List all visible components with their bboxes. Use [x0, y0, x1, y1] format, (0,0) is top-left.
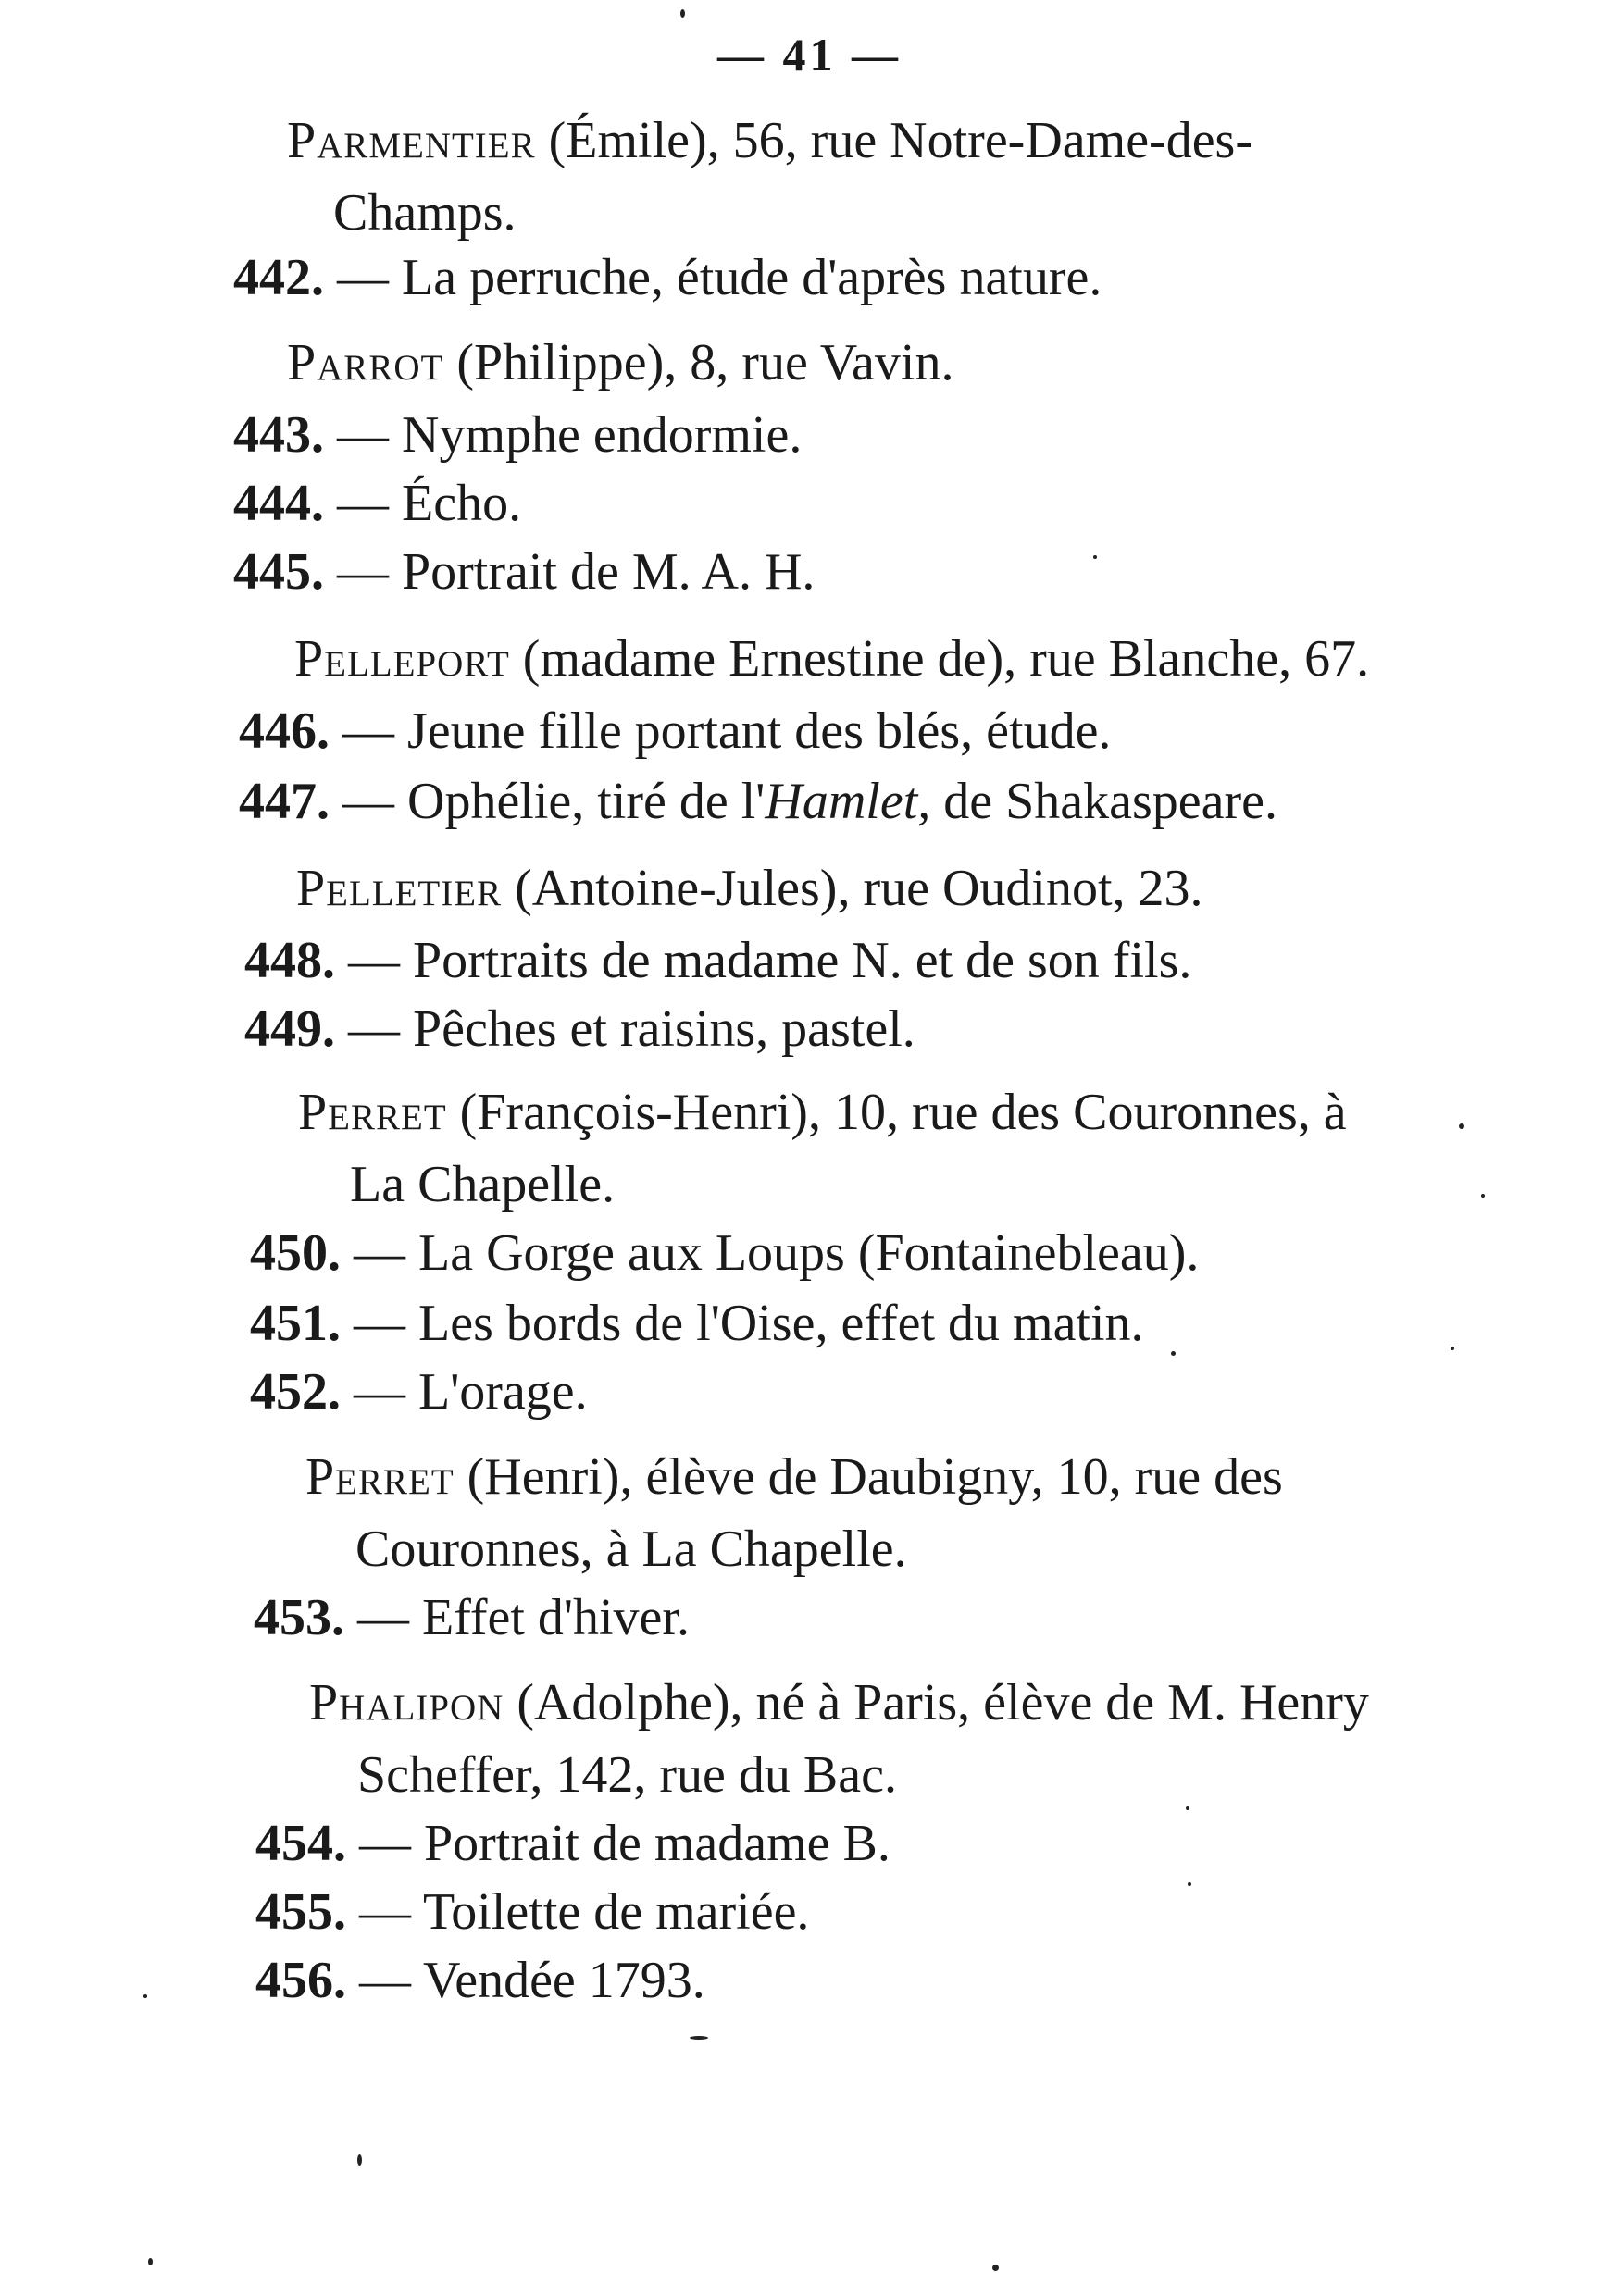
- title-text: de Shakaspeare.: [930, 773, 1277, 830]
- catalog-entry: [254, 1588, 690, 1647]
- artist-details-continuation: La Chapelle.: [350, 1156, 616, 1213]
- artist-details: (Henri), élève de Daubigny, 10, rue des: [454, 1448, 1283, 1506]
- artist-details-continuation: Couronnes, à La Chapelle.: [355, 1520, 907, 1578]
- print-speck: [1186, 1806, 1189, 1810]
- catalog-entry: [233, 248, 1102, 307]
- catalog-entry: [250, 1294, 1144, 1353]
- entry-title: — Écho.: [337, 475, 522, 532]
- entry-number: 447.: [239, 773, 330, 830]
- entry-number: 456.: [255, 1952, 346, 2009]
- entry-title: — Les bords de l'Oise, effet du matin.: [354, 1295, 1144, 1352]
- entry-number: 448.: [244, 932, 335, 989]
- artist-heading: [287, 111, 1252, 170]
- catalog-entry: [244, 999, 915, 1059]
- catalog-entry: [233, 542, 815, 602]
- entry-number: 442.: [233, 249, 324, 306]
- entry-title: — La Gorge aux Loups (Fontainebleau).: [354, 1224, 1200, 1282]
- artist-heading: [298, 1083, 1347, 1142]
- artist-name: Phalipon: [309, 1674, 504, 1731]
- artist-name: Parrot: [287, 334, 444, 391]
- entry-number: 449.: [244, 1000, 335, 1058]
- entry-number: 446.: [239, 702, 330, 760]
- print-speck: [1459, 1123, 1464, 1129]
- print-speck: [1171, 1351, 1176, 1356]
- print-speck: [357, 2154, 362, 2166]
- catalog-entry: [250, 1223, 1199, 1283]
- entry-number: 450.: [250, 1224, 341, 1282]
- print-speck: [690, 2036, 708, 2040]
- artist-details: (Philippe), 8, rue Vavin.: [443, 334, 954, 391]
- artist-details: (François-Henri), 10, rue des Couronnes, à: [446, 1084, 1347, 1141]
- artist-details: (Antoine-Jules), rue Oudinot, 23.: [502, 860, 1203, 917]
- artist-details: (Adolphe), né à Paris, élève de M. Henry: [504, 1674, 1369, 1731]
- title-text: — Ophélie, tiré de l': [342, 773, 766, 830]
- catalog-entry: [239, 701, 1111, 761]
- entry-number: 443.: [233, 406, 324, 464]
- artist-details-continuation: Champs.: [333, 184, 517, 242]
- entry-title: — Effet d'hiver.: [357, 1589, 690, 1646]
- artist-heading: [309, 1673, 1369, 1732]
- entry-title: — La perruche, étude d'après nature.: [337, 249, 1102, 306]
- print-speck: [1093, 555, 1097, 559]
- catalog-entry: [233, 474, 521, 533]
- print-speck: [143, 1994, 147, 1998]
- artist-details-continuation: Scheffer, 142, rue du Bac.: [357, 1746, 897, 1804]
- entry-number: 445.: [233, 543, 324, 601]
- entry-number: 454.: [255, 1815, 346, 1872]
- print-speck: [680, 9, 685, 18]
- artist-heading: [287, 333, 953, 392]
- entry-title: — Vendée 1793.: [359, 1952, 705, 2009]
- entry-title: — Toilette de mariée.: [359, 1883, 810, 1941]
- entry-title: — Portraits de madame N. et de son fils.: [348, 932, 1192, 989]
- title-italic: Hamlet,: [765, 773, 931, 830]
- artist-name: Perret: [298, 1084, 447, 1141]
- catalog-entry: [239, 772, 1277, 831]
- entry-number: 444.: [233, 475, 324, 532]
- artist-details: (madame Ernestine de), rue Blanche, 67.: [509, 630, 1370, 688]
- artist-heading: [296, 859, 1203, 918]
- catalog-entry: [255, 1951, 705, 2010]
- entry-title: — Nymphe endormie.: [337, 406, 803, 464]
- print-speck: [992, 2265, 999, 2271]
- artist-name: Parmentier: [287, 112, 536, 169]
- entry-number: 453.: [254, 1589, 344, 1646]
- entry-number: 452.: [250, 1363, 341, 1421]
- artist-name: Pelleport: [294, 630, 510, 688]
- artist-details: (Émile), 56, rue Notre-Dame-des-: [535, 112, 1252, 169]
- catalog-entry: [255, 1882, 809, 1942]
- catalog-entry: [255, 1814, 890, 1873]
- catalog-entry: [244, 931, 1191, 990]
- entry-number: 451.: [250, 1295, 341, 1352]
- artist-heading: [305, 1447, 1283, 1507]
- catalog-entry: [233, 405, 802, 465]
- entry-title: — Jeune fille portant des blés, étude.: [342, 702, 1112, 760]
- print-speck: [1451, 1347, 1454, 1350]
- print-speck: [148, 2258, 153, 2265]
- entry-number: 455.: [255, 1883, 346, 1941]
- catalog-entry: [250, 1362, 588, 1421]
- artist-name: Pelletier: [296, 860, 503, 917]
- print-speck: [1188, 1882, 1191, 1886]
- artist-name: Perret: [305, 1448, 455, 1506]
- page-number: — 41 —: [717, 29, 902, 81]
- entry-title: — L'orage.: [354, 1363, 588, 1421]
- artist-heading: [294, 629, 1369, 689]
- entry-title: — Portrait de madame B.: [359, 1815, 890, 1872]
- entry-title: — Portrait de M. A. H.: [337, 543, 816, 601]
- entry-title: — Pêches et raisins, pastel.: [348, 1000, 915, 1058]
- print-speck: [1481, 1194, 1485, 1198]
- entry-title: [342, 773, 1277, 830]
